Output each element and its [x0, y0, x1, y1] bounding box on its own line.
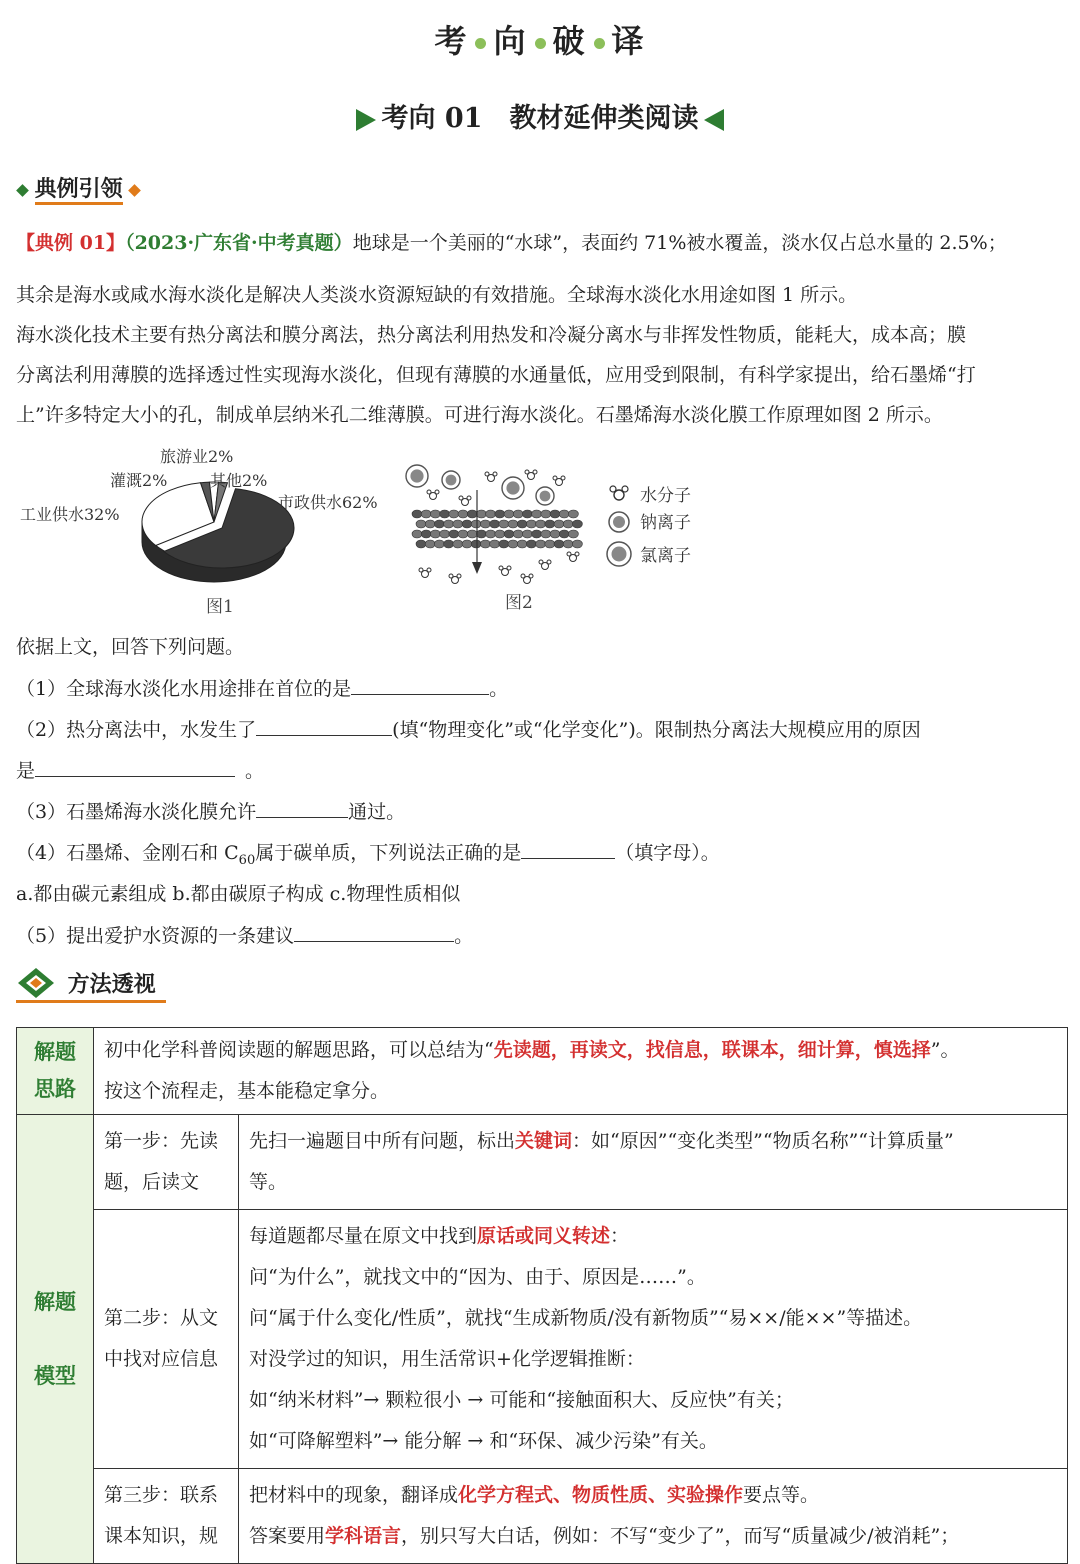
graphene-atom — [480, 540, 490, 548]
answer-blank[interactable] — [294, 923, 454, 942]
graphene-atom — [458, 510, 468, 518]
graphene-atom — [526, 520, 536, 528]
question-4: （4）石墨烯、金刚石和 $C_{60}$属于碳单质，下列说法正确的是 （填字母）。 — [16, 842, 720, 868]
figure2-caption: 图2 — [505, 593, 533, 613]
graphene-atom — [425, 540, 435, 548]
legend-water: 水分子 — [640, 486, 691, 506]
diamond-logo-icon — [16, 966, 60, 1000]
graphene-atom — [430, 510, 440, 518]
graphene-atom — [471, 540, 481, 548]
water-molecule-icon — [553, 476, 565, 486]
water-molecule-icon — [610, 486, 628, 500]
table-row — [17, 1115, 1068, 1210]
graphene-atom — [554, 520, 564, 528]
graphene-atom — [572, 540, 582, 548]
step2-name: 第二步：从文中找对应信息 — [94, 1210, 239, 1469]
graphene-atom — [430, 530, 440, 538]
chloride-ion-icon — [607, 542, 631, 566]
graphene-atom — [440, 530, 450, 538]
graphene-atom — [434, 520, 444, 528]
answer-blank[interactable] — [256, 717, 392, 736]
graphene-atom — [499, 520, 509, 528]
graphene-atom — [453, 520, 463, 528]
sodium-ion-icon — [609, 512, 629, 532]
graphene-atom — [462, 540, 472, 548]
graphene-atom — [490, 540, 500, 548]
pie-label-0: 市政供水62% — [278, 493, 378, 512]
graphene-atom — [541, 510, 551, 518]
example-line-1: 【典例 01】（2023·广东省·中考真题）地球是一个美丽的“水球”，表面约 71%被水覆盖，淡水仅占总水量的 2.5%； — [16, 232, 1007, 254]
water-molecule-icon — [521, 574, 533, 584]
section-heading-examples: 典例引领 — [18, 172, 139, 203]
graphene-atom — [490, 520, 500, 528]
table-row — [17, 1210, 1068, 1469]
graphene-atom — [486, 510, 496, 518]
question-4-options: a.都由碳元素组成 b.都由碳原子构成 c.物理性质相似 — [16, 883, 461, 905]
water-molecule-icon — [459, 496, 471, 506]
graphene-atom — [504, 530, 514, 538]
graphene-atom — [412, 530, 422, 538]
topic-subtitle: 考向 01 教材延伸类阅读 — [0, 96, 1080, 135]
figure2-legend — [606, 482, 716, 572]
step3-name: 第三步：联系课本知识，规 — [94, 1469, 239, 1564]
pie-label-3: 旅游业2% — [160, 447, 234, 466]
graphene-atom — [462, 520, 472, 528]
water-molecule-icon — [525, 470, 537, 480]
graphene-atom — [416, 520, 426, 528]
questions-intro: 依据上文，回答下列问题。 — [16, 636, 245, 658]
answer-blank[interactable] — [521, 840, 615, 859]
graphene-atom — [517, 540, 527, 548]
water-molecule-icon — [567, 552, 579, 562]
graphene-atom — [453, 540, 463, 548]
section-heading-methods: 方法透视 — [16, 966, 156, 1000]
graphene-atom — [412, 510, 422, 518]
arrow-down-icon — [472, 562, 482, 574]
graphene-atom — [550, 530, 560, 538]
graphene-atom — [545, 540, 555, 548]
legend-sodium: 钠离子 — [640, 513, 691, 533]
water-molecule-icon — [427, 490, 439, 500]
table-row — [17, 1028, 1068, 1115]
example-line-2: 其余是海水或咸水海水淡化是解决人类淡水资源短缺的有效措施。全球海水淡化水用途如图 1 所示。 — [16, 284, 858, 306]
graphene-atom — [444, 540, 454, 548]
diamond-icon — [16, 184, 29, 197]
graphene-atom — [495, 530, 505, 538]
graphene-atom — [559, 510, 569, 518]
graphene-atom — [467, 530, 477, 538]
pie-label-2: 灌溉2% — [110, 471, 168, 490]
water-molecule-icon — [539, 560, 551, 570]
graphene-atom — [563, 540, 573, 548]
graphene-atom — [559, 530, 569, 538]
graphene-atom — [440, 510, 450, 518]
graphene-atom — [554, 540, 564, 548]
graphene-atom — [508, 520, 518, 528]
pie-label-4: 其他2% — [210, 471, 268, 490]
step3-content: 把材料中的现象，翻译成化学方程式、物质性质、实验操作要点等。 答案要用学科语言，别只写大白话，例如：不写“变少了”，而写“质量减少/被消耗”； — [239, 1469, 1068, 1564]
graphene-atom — [421, 510, 431, 518]
graphene-atom — [536, 520, 546, 528]
graphene-atom — [449, 510, 459, 518]
graphene-atom — [476, 510, 486, 518]
question-3: （3）石墨烯海水淡化膜允许 通过。 — [16, 801, 406, 823]
approach-content: 初中化学科普阅读题的解题思路，可以总结为“先读题，再读文，找信息，联课本，细计算，慎选择”。 按这个流程走，基本能稳定拿分。 — [94, 1028, 1068, 1115]
arrow-left-icon — [704, 109, 724, 131]
legend-chloride: 氯离子 — [640, 546, 691, 566]
example-line-4: 分离法利用薄膜的选择透过性实现海水淡化，但现有薄膜的水通量低，应用受到限制，有科学家提出，给石墨烯“打 — [16, 364, 976, 386]
graphene-atom — [513, 510, 523, 518]
diamond-icon — [128, 184, 141, 197]
graphene-atom — [522, 510, 532, 518]
answer-blank[interactable] — [351, 676, 489, 695]
graphene-atom — [421, 530, 431, 538]
graphene-atom — [499, 540, 509, 548]
graphene-atom — [495, 510, 505, 518]
graphene-atom — [476, 530, 486, 538]
graphene-atom — [526, 540, 536, 548]
step1-content: 先扫一遍题目中所有问题，标出关键词：如“原因”“变化类型”“物质名称”“计算质量” 等。 — [239, 1115, 1068, 1210]
chart-caption: 图1 — [206, 597, 234, 617]
graphene-atom — [434, 540, 444, 548]
graphene-atom — [568, 530, 578, 538]
water-molecule-icon — [419, 568, 431, 578]
graphene-atom — [471, 520, 481, 528]
graphene-atom — [444, 520, 454, 528]
table-row — [17, 1469, 1068, 1564]
graphene-atom — [522, 530, 532, 538]
graphene-atom — [504, 510, 514, 518]
graphene-atom — [536, 540, 546, 548]
graphene-atom — [449, 530, 459, 538]
graphene-atom — [550, 510, 560, 518]
page-title: 考 向 破 译 — [434, 22, 646, 60]
example-line-5: 上”许多特定大小的孔，制成单层纳米孔二维薄膜。可进行海水淡化。石墨烯海水淡化膜工作原理如图 2 所示。 — [16, 404, 943, 426]
water-molecule-icon — [499, 566, 511, 576]
example-line-3: 海水淡化技术主要有热分离法和膜分离法，热分离法利用热发和冷凝分离水与非挥发性物质，能耗大，成本高；膜 — [16, 324, 967, 346]
graphene-atom — [532, 530, 542, 538]
row-label-approach: 解题 思路 — [17, 1028, 94, 1115]
graphene-atom — [572, 520, 582, 528]
step2-content: 每道题都尽量在原文中找到原话或同义转述： 问“为什么”，就找文中的“因为、由于、原因是……”。 问“属于什么变化/性质”，就找“生成新物质/没有新物质”“易××/能××”等描述。 对没学过的知识，用生活常识+化学逻辑推断： 如“纳米材料”→ 颗粒很小 → 可能和“接触面积大、反应快”有关； 如“可降解塑料”→ 能分解 → 和“环保、减少污染”有关。 — [239, 1210, 1068, 1469]
method-table — [16, 1027, 1068, 1564]
row-label-model: 解题 模型 — [17, 1115, 94, 1564]
graphene-atom — [425, 520, 435, 528]
question-5: （5）提出爱护水资源的一条建议 。 — [16, 925, 474, 947]
arrow-right-icon — [356, 109, 376, 131]
graphene-atom — [467, 510, 477, 518]
graphene-atom — [508, 540, 518, 548]
question-1: （1）全球海水淡化水用途排在首位的是 。 — [16, 678, 509, 700]
graphene-atom — [545, 520, 555, 528]
water-molecule-icon — [485, 472, 497, 482]
graphene-atom — [480, 520, 490, 528]
graphene-atom — [513, 530, 523, 538]
graphene-atom — [517, 520, 527, 528]
figure1-pie-chart — [14, 440, 404, 620]
graphene-atom — [568, 510, 578, 518]
graphene-atom — [532, 510, 542, 518]
answer-blank[interactable] — [35, 758, 235, 777]
step1-name: 第一步：先读题，后读文 — [94, 1115, 239, 1210]
graphene-atom — [458, 530, 468, 538]
graphene-atom — [541, 530, 551, 538]
answer-blank[interactable] — [256, 799, 348, 818]
water-molecule-icon — [449, 574, 461, 584]
pie-label-1: 工业供水32% — [20, 505, 120, 524]
graphene-atom — [416, 540, 426, 548]
graphene-atom — [486, 530, 496, 538]
graphene-atom — [563, 520, 573, 528]
question-2: （2）热分离法中，水发生了 (填“物理变化”或“化学变化”)。限制热分离法大规模应用的原因 — [16, 719, 921, 741]
question-2-cont: 是 。 — [16, 760, 265, 782]
